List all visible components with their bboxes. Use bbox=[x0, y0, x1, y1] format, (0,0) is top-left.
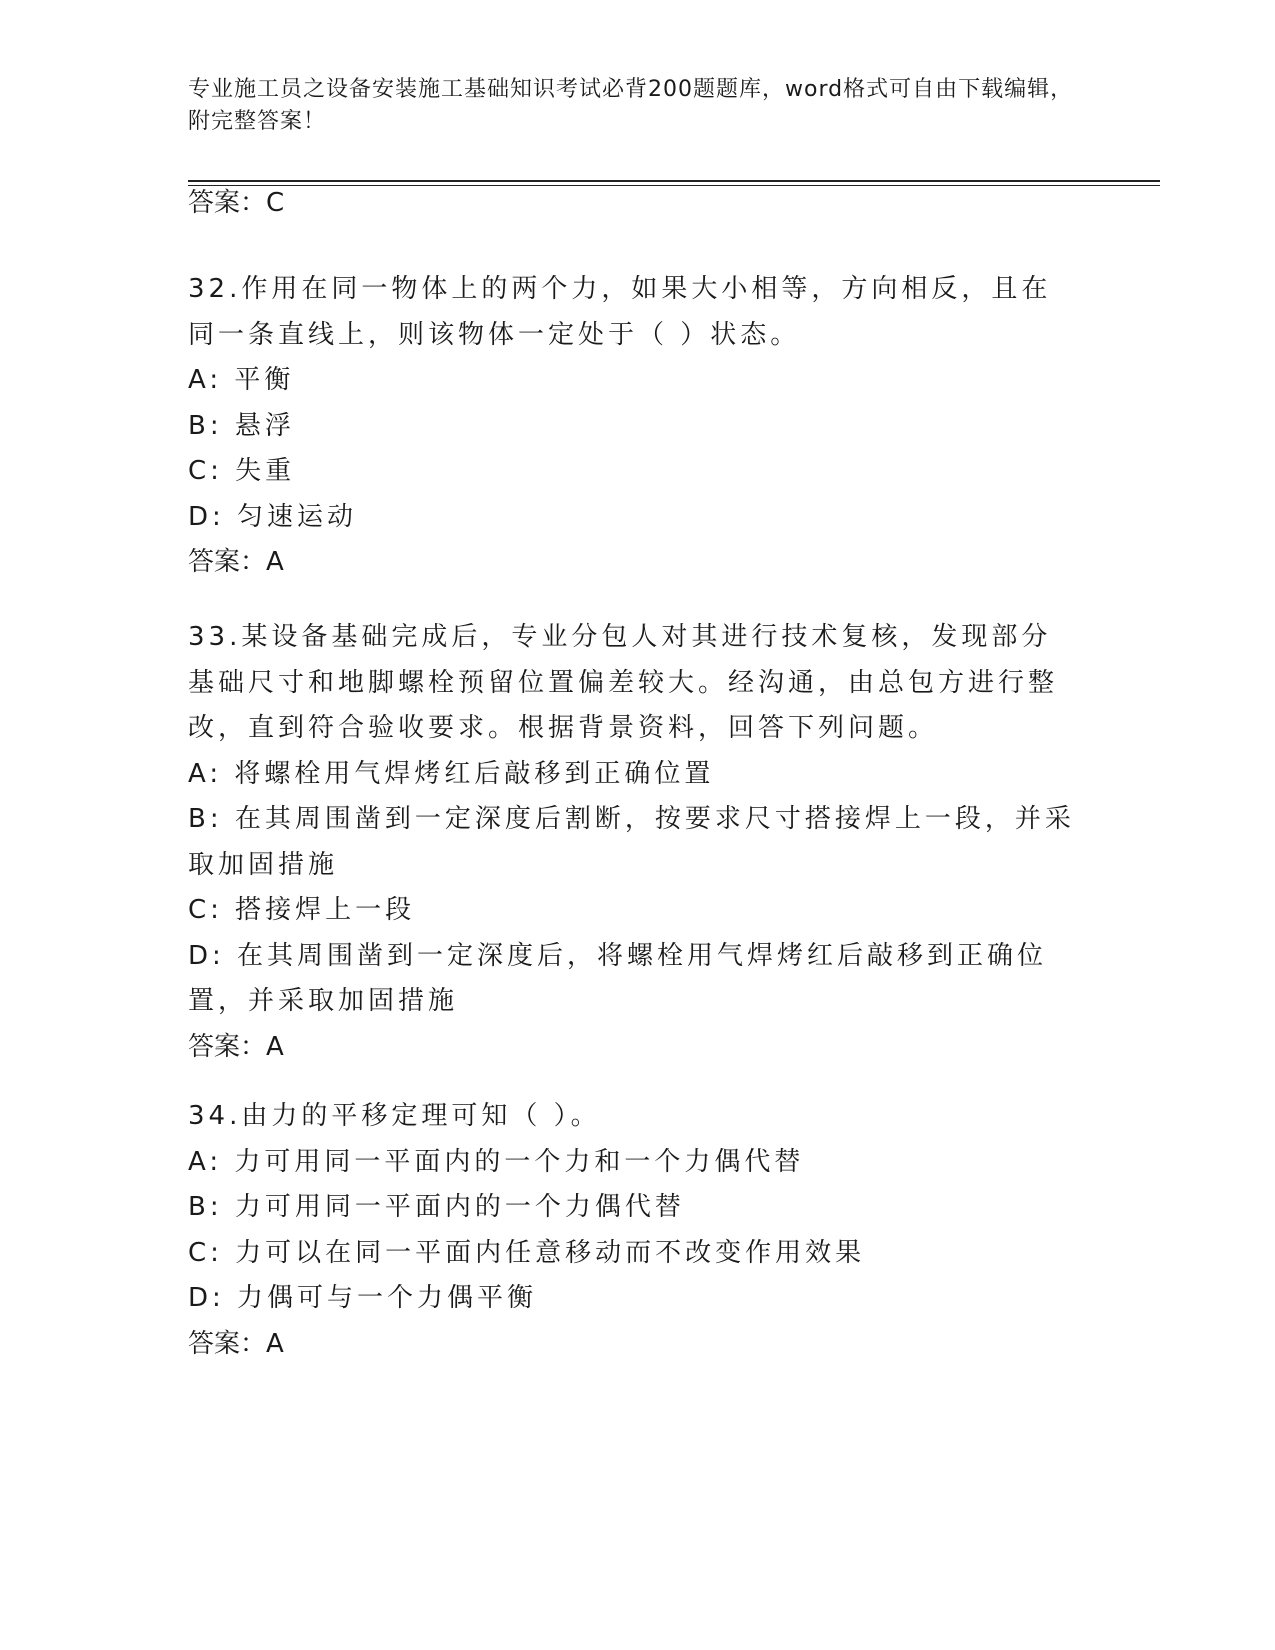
option-a: A: 力可用同一平面内的一个力和一个力偶代替 bbox=[188, 1146, 805, 1177]
option-a: A: 平衡 bbox=[188, 365, 295, 395]
option-a: A: 将螺栓用气焊烤红后敲移到正确位置 bbox=[188, 758, 715, 789]
question-stem: 34.由力的平移定理可知（ ）。 bbox=[188, 1101, 601, 1131]
option-c: C: 力可以在同一平面内任意移动而不改变作用效果 bbox=[188, 1237, 866, 1268]
question-34 bbox=[188, 1094, 1078, 1367]
header-divider-thick bbox=[188, 180, 1160, 182]
option-c: C: 失重 bbox=[188, 456, 296, 486]
question-stem: 33.某设备基础完成后，专业分包人对其进行技术复核，发现部分基础尺寸和地脚螺栓预留位置偏差较大。经沟通，由总包方进行整改，直到符合验收要求。根据背景资料，回答下列问题。 bbox=[188, 622, 1059, 743]
previous-answer: 答案：C bbox=[188, 188, 285, 218]
question-32 bbox=[188, 267, 1078, 586]
answer: 答案：A bbox=[188, 1328, 284, 1359]
option-d: D: 匀速运动 bbox=[188, 501, 358, 532]
answer: 答案：A bbox=[188, 1031, 284, 1062]
option-b: B: 悬浮 bbox=[188, 410, 295, 441]
document-header: 专业施工员之设备安装施工基础知识考试必背200题题库，word格式可自由下载编辑，附完整答案！ bbox=[188, 77, 1074, 134]
question-stem: 32.作用在同一物体上的两个力，如果大小相等，方向相反，且在同一条直线上，则该物体一定处于（ ）状态。 bbox=[188, 274, 1052, 350]
answer: 答案：A bbox=[188, 547, 284, 577]
option-d: D: 在其周围凿到一定深度后，将螺栓用气焊烤红后敲移到正确位置，并采取加固措施 bbox=[188, 940, 1048, 1016]
option-b: B: 在其周围凿到一定深度后割断，按要求尺寸搭接焊上一段，并采取加固措施 bbox=[188, 804, 1075, 880]
question-33 bbox=[188, 615, 1078, 1070]
header-divider-thin bbox=[188, 185, 1160, 186]
option-d: D: 力偶可与一个力偶平衡 bbox=[188, 1283, 538, 1313]
option-c: C: 搭接焊上一段 bbox=[188, 895, 416, 925]
option-b: B: 力可用同一平面内的一个力偶代替 bbox=[188, 1192, 685, 1222]
